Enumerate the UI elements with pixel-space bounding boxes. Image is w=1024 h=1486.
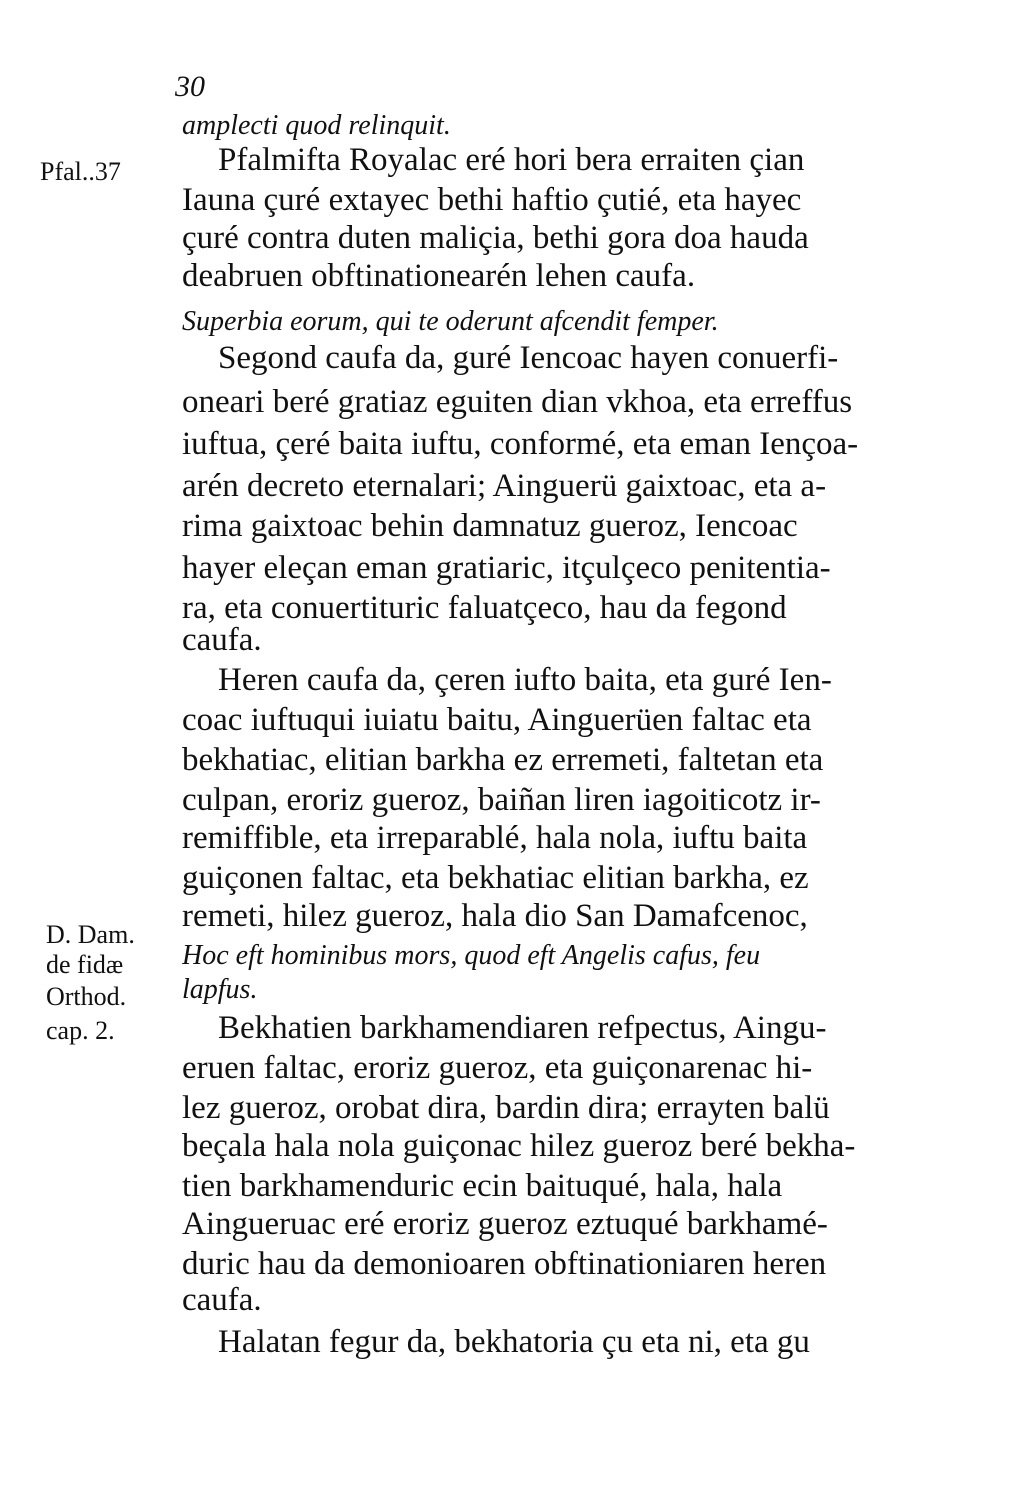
text-line: Bekhatien barkhamendiaren refpectus, Aingu- bbox=[218, 1010, 827, 1046]
text-line: culpan, eroriz gueroz, baiñan liren iagoiticotz ir- bbox=[182, 782, 821, 818]
margin-note-damascene-2: de fidæ bbox=[46, 950, 124, 979]
text-line: Aingueruac eré eroriz gueroz eztuqué barkhamé- bbox=[182, 1206, 828, 1242]
text-line: bekhatiac, elitian barkha ez erremeti, faltetan eta bbox=[182, 742, 824, 778]
text-line: remeti, hilez gueroz, hala dio San Damafcenoc, bbox=[182, 898, 808, 934]
text-line: çuré contra duten maliçia, bethi gora doa hauda bbox=[182, 220, 809, 256]
margin-note-damascene-1: D. Dam. bbox=[46, 920, 135, 949]
text-line: Heren caufa da, çeren iufto baita, eta guré Ien- bbox=[218, 662, 832, 698]
text-line: iuftua, çeré baita iuftu, conformé, eta eman Iençoa- bbox=[182, 426, 859, 462]
text-line: rima gaixtoac behin damnatuz gueroz, Iencoac bbox=[182, 508, 798, 544]
text-line: coac iuftuqui iuiatu baitu, Ainguerüen faltac eta bbox=[182, 702, 812, 738]
text-line: Superbia eorum, qui te oderunt afcendit femper. bbox=[182, 306, 719, 337]
text-line: Segond caufa da, guré Iencoac hayen conuerfi- bbox=[218, 340, 839, 376]
page-number: 30 bbox=[175, 70, 205, 103]
text-line: guiçonen faltac, eta bekhatiac elitian barkha, ez bbox=[182, 860, 809, 896]
text-line: deabruen obftinationearén lehen caufa. bbox=[182, 258, 696, 294]
text-line: caufa. bbox=[182, 1282, 262, 1318]
margin-note-damascene-4: cap. 2. bbox=[46, 1016, 115, 1045]
text-line: Iauna çuré extayec bethi haftio çutié, eta hayec bbox=[182, 182, 802, 218]
text-line: tien barkhamenduric ecin baituqué, hala, hala bbox=[182, 1168, 783, 1204]
text-line: ra, eta conuertituric faluatçeco, hau da fegond bbox=[182, 590, 787, 626]
margin-note-psalm: Pfal..37 bbox=[40, 157, 121, 186]
text-line: arén decreto eternalari; Ainguerü gaixtoac, eta a- bbox=[182, 468, 827, 504]
text-line: oneari beré gratiaz eguiten dian vkhoa, eta erreffus bbox=[182, 384, 853, 420]
text-line: remiffible, eta irreparablé, hala nola, iuftu baita bbox=[182, 820, 808, 856]
margin-note-damascene-3: Orthod. bbox=[46, 982, 127, 1011]
text-line: Halatan fegur da, bekhatoria çu eta ni, eta gu bbox=[218, 1324, 810, 1360]
text-line: Pfalmifta Royalac eré hori bera erraiten çian bbox=[218, 142, 805, 178]
text-line: amplecti quod relinquit. bbox=[182, 110, 451, 141]
text-line: lez gueroz, orobat dira, bardin dira; errayten balü bbox=[182, 1090, 830, 1126]
text-line: beçala hala nola guiçonac hilez gueroz beré bekha- bbox=[182, 1128, 856, 1164]
text-line: lapfus. bbox=[182, 974, 258, 1005]
text-line: duric hau da demonioaren obftinationiaren heren bbox=[182, 1246, 827, 1282]
text-line: eruen faltac, eroriz gueroz, eta guiçonarenac hi- bbox=[182, 1050, 813, 1086]
text-line: Hoc eft hominibus mors, quod eft Angelis cafus, feu bbox=[182, 940, 761, 971]
text-line: hayer eleçan eman gratiaric, itçulçeco penitentia- bbox=[182, 550, 831, 586]
text-line: caufa. bbox=[182, 622, 262, 658]
